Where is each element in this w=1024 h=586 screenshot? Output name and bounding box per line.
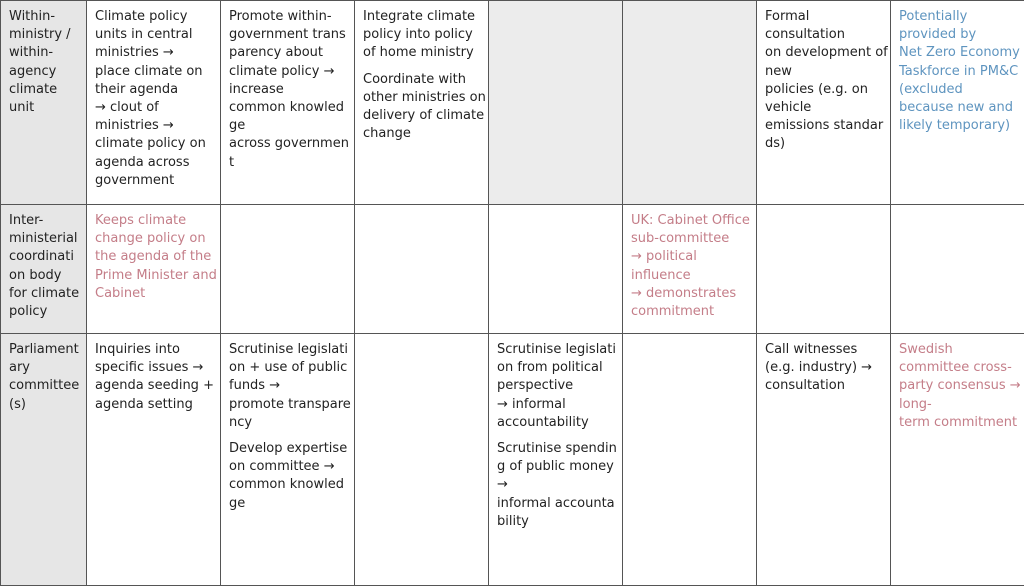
cell-line: place climate on	[95, 63, 216, 81]
cell-line: common knowled	[229, 476, 350, 494]
cell-line: influence	[631, 267, 752, 285]
cell-line: (e.g. industry) →	[765, 359, 886, 377]
cell-line: ge	[229, 117, 350, 135]
cell-r3-c4	[489, 334, 623, 586]
header-line: Inter-	[9, 212, 82, 230]
header-line: ministry /	[9, 26, 82, 44]
cell-r3-c1	[87, 334, 221, 586]
cell-line: promote transpare	[229, 396, 350, 414]
cell-line: their agenda	[95, 81, 216, 99]
cell-line: of home ministry	[363, 44, 484, 62]
cell-line: Scrutinise legislati	[497, 341, 618, 359]
cell-line: delivery of climate	[363, 107, 484, 125]
cell-r2-c4-empty	[489, 205, 623, 334]
cell-r2-c1	[87, 205, 221, 334]
cell-line: Net Zero Economy	[899, 44, 1020, 62]
cell-line: the agenda of the	[95, 248, 216, 266]
cell-line: Develop expertise	[229, 440, 350, 458]
cell-line: parency about	[229, 44, 350, 62]
cell-r2-c7-empty	[891, 205, 1024, 334]
cell-line: Cabinet	[95, 285, 216, 303]
header-line: for climate	[9, 285, 82, 303]
cell-line: → clout of	[95, 99, 216, 117]
cell-line: Call witnesses	[765, 341, 886, 359]
cell-line: ministries →	[95, 117, 216, 135]
cell-line: accountability	[497, 414, 618, 432]
cell-line: commitment	[631, 303, 752, 321]
cell-line: provided by	[899, 26, 1020, 44]
table-row-parliamentary	[1, 334, 1024, 586]
header-line: on body	[9, 267, 82, 285]
cell-line: government	[95, 172, 216, 190]
cell-line: funds →	[229, 377, 350, 395]
cell-line: increase	[229, 81, 350, 99]
cell-line: Keeps climate	[95, 212, 216, 230]
header-line: coordinati	[9, 248, 82, 266]
header-line: Parliament	[9, 341, 82, 359]
cell-line: Inquiries into	[95, 341, 216, 359]
cell-line: agenda seeding +	[95, 377, 216, 395]
cell-line: emissions standar	[765, 117, 886, 135]
cell-line: policies (e.g. on	[765, 81, 886, 99]
row-header-parliamentary	[1, 334, 87, 586]
cell-line: agenda across	[95, 154, 216, 172]
header-line: within-	[9, 44, 82, 62]
cell-line: ministries →	[95, 44, 216, 62]
cell-line: on development of	[765, 44, 886, 62]
cell-line: term commitment	[899, 414, 1020, 432]
cell-line: policy into policy	[363, 26, 484, 44]
cell-line: t	[229, 154, 350, 172]
cell-r3-c3-empty	[355, 334, 489, 586]
cell-line: Climate policy	[95, 8, 216, 26]
cell-r1-c1	[87, 1, 221, 205]
table-row-inter-ministerial	[1, 205, 1024, 334]
cell-line: → informal	[497, 396, 618, 414]
cell-line: ds)	[765, 135, 886, 153]
cell-line: climate policy →	[229, 63, 350, 81]
cell-r3-c2	[221, 334, 355, 586]
cell-r2-c3-empty	[355, 205, 489, 334]
cell-line: Taskforce in PM&C	[899, 63, 1020, 81]
cell-line: on + use of public	[229, 359, 350, 377]
cell-line: Promote within-	[229, 8, 350, 26]
cell-line: bility	[497, 513, 618, 531]
cell-line: sub-committee	[631, 230, 752, 248]
cell-line: g of public money	[497, 458, 618, 476]
cell-line: common knowled	[229, 99, 350, 117]
cell-line: climate policy on	[95, 135, 216, 153]
cell-line: other ministries on	[363, 89, 484, 107]
cell-line: party consensus →	[899, 377, 1020, 395]
cell-line: ncy	[229, 414, 350, 432]
cell-line: change policy on	[95, 230, 216, 248]
cell-line: change	[363, 125, 484, 143]
cell-r1-c3	[355, 1, 489, 205]
cell-line: across governmen	[229, 135, 350, 153]
cell-r2-c5	[623, 205, 757, 334]
cell-r3-c5-empty	[623, 334, 757, 586]
header-line: (s)	[9, 396, 82, 414]
cell-line: consultation	[765, 26, 886, 44]
cell-line: Potentially	[899, 8, 1020, 26]
cell-r1-c6	[757, 1, 891, 205]
header-line: ary	[9, 359, 82, 377]
cell-line: informal accounta	[497, 495, 618, 513]
cell-line: Scrutinise legislati	[229, 341, 350, 359]
header-line: policy	[9, 303, 82, 321]
row-header-within-ministry	[1, 1, 87, 205]
cell-line: (excluded	[899, 81, 1020, 99]
cell-r1-c5-empty-shaded	[623, 1, 757, 205]
header-line: climate	[9, 81, 82, 99]
cell-line: → political	[631, 248, 752, 266]
cell-line: Scrutinise spendin	[497, 440, 618, 458]
cell-line: because new and	[899, 99, 1020, 117]
cell-line: on from political	[497, 359, 618, 377]
cell-r1-c2	[221, 1, 355, 205]
cell-r2-c2-empty	[221, 205, 355, 334]
cell-line: →	[497, 476, 618, 494]
cell-line: consultation	[765, 377, 886, 395]
cell-line: vehicle	[765, 99, 886, 117]
cell-r1-c4-empty-shaded	[489, 1, 623, 205]
row-header-inter-ministerial	[1, 205, 87, 334]
cell-line: ge	[229, 495, 350, 513]
header-line: agency	[9, 63, 82, 81]
cell-line: units in central	[95, 26, 216, 44]
cell-line: Coordinate with	[363, 71, 484, 89]
header-line: unit	[9, 99, 82, 117]
cell-line: Prime Minister and	[95, 267, 216, 285]
cell-line: new	[765, 63, 886, 81]
cell-line: Integrate climate	[363, 8, 484, 26]
cell-line: → demonstrates	[631, 285, 752, 303]
header-line: committee	[9, 377, 82, 395]
cell-r1-c7	[891, 1, 1024, 205]
cell-r3-c7	[891, 334, 1024, 586]
table-row-within-ministry	[1, 1, 1024, 205]
cell-r3-c6	[757, 334, 891, 586]
cell-line: UK: Cabinet Office	[631, 212, 752, 230]
cell-line: government trans	[229, 26, 350, 44]
cell-line: likely temporary)	[899, 117, 1020, 135]
cell-line: on committee →	[229, 458, 350, 476]
cell-line: Swedish	[899, 341, 1020, 359]
cell-line: agenda setting	[95, 396, 216, 414]
cell-line: committee cross-	[899, 359, 1020, 377]
header-line: ministerial	[9, 230, 82, 248]
cell-line: Formal	[765, 8, 886, 26]
cell-r2-c6-empty	[757, 205, 891, 334]
cell-line: long-	[899, 396, 1020, 414]
header-line: Within-	[9, 8, 82, 26]
cell-line: specific issues →	[95, 359, 216, 377]
cell-line: perspective	[497, 377, 618, 395]
